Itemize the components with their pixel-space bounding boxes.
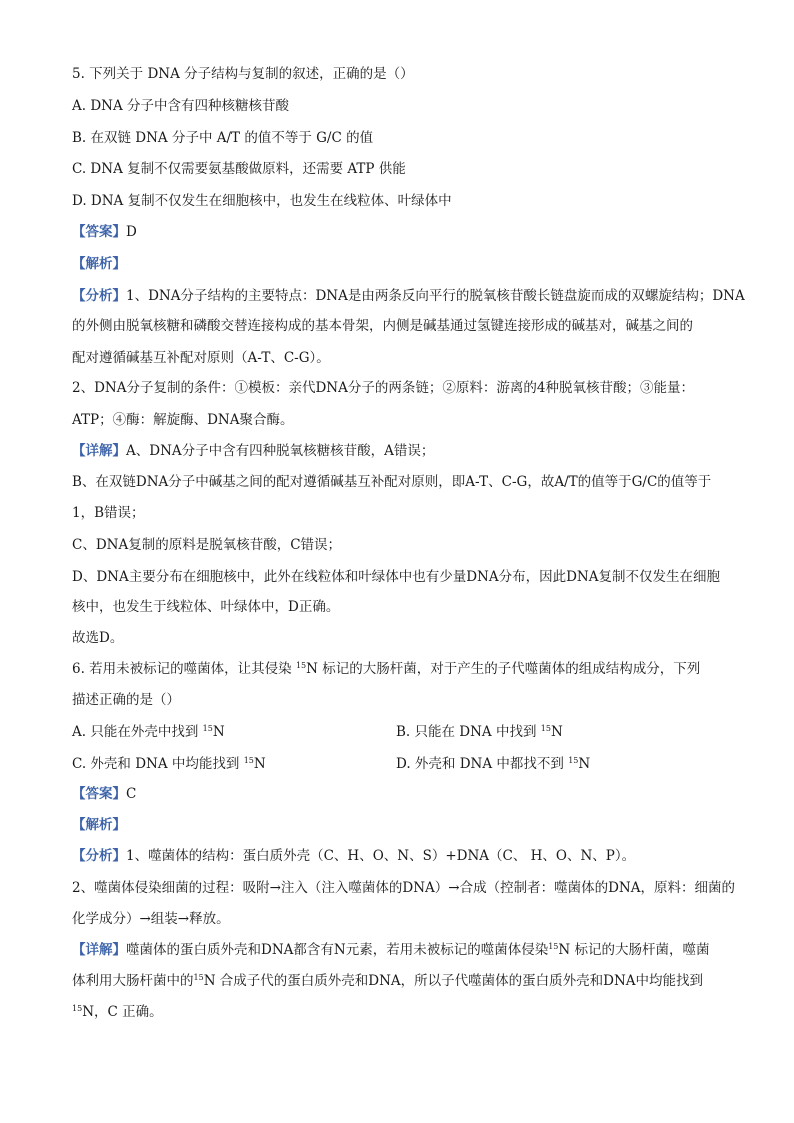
q6-answer	[72, 786, 136, 802]
nitrogen-symbol: N	[578, 756, 591, 772]
fenxi-text: 1、噬菌体的结构：蛋白质外壳（C、H、O、N、S）+DNA（C、 H、O、N、P）。	[126, 848, 636, 864]
fenxi-text: 1、DNA分子结构的主要特点：DNA是由两条反向平行的脱氧核苷酸长链盘旋而成的双螺旋结构；DNA	[126, 288, 745, 304]
xiangjie-text-c: 体利用大肠杆菌中的	[72, 973, 194, 989]
q5-xiangjie-line-7: 故选D。	[72, 630, 124, 646]
q5-fenxi-line-4: 2、DNA分子复制的条件：①模板：亲代DNA分子的两条链；②原料：游离的4种脱氧核苷酸；③能量：	[72, 380, 694, 396]
q5-xiangjie-line-5: D、DNA主要分布在细胞核中，此外在线粒体和叶绿体中也有少量DNA分布，因此DNA复制不仅发生在细胞	[72, 569, 720, 585]
q6-option-c-text: C. 外壳和 DNA 中均能找到	[72, 756, 244, 772]
q6-fenxi-line-1	[72, 848, 635, 864]
superscript-15: 15	[568, 756, 579, 765]
nitrogen-symbol: N	[550, 724, 563, 740]
q5-option-c: C. DNA 复制不仅需要氨基酸做原料，还需要 ATP 供能	[72, 161, 406, 177]
q5-fenxi-line-2: 的外侧由脱氧核糖和磷酸交替连接构成的基本骨架，内侧是碱基通过氢键连接形成的碱基对，碱基之间的	[72, 318, 693, 334]
q6-stem-text-b: N 标记的大肠杆菌，对于产生的子代噬菌体的组成结构成分，下列	[306, 661, 701, 677]
q5-analysis-heading	[72, 256, 126, 272]
q5-fenxi-line-1	[72, 288, 745, 304]
q5-xiangjie-line-2: B、在双链DNA分子中碱基之间的配对遵循碱基互补配对原则，即A-T、C-G，故A/T的值等于G/C的值等于	[72, 474, 712, 490]
xiangjie-text-d: N 合成子代的蛋白质外壳和DNA，所以子代噬菌体的蛋白质外壳和DNA中均能找到	[203, 973, 704, 989]
q5-xiangjie-line-4: C、DNA复制的原料是脱氧核苷酸，C错误；	[72, 537, 342, 553]
q6-stem-line-1	[72, 661, 700, 677]
q6-xiangjie-line-2	[72, 973, 703, 989]
q6-stem-text-a: 6. 若用未被标记的噬菌体，让其侵染	[72, 661, 296, 677]
xiangjie-tag: 【详解】	[72, 942, 126, 958]
q6-fenxi-line-3: 化学成分）→组装→释放。	[72, 911, 230, 927]
xiangjie-tag: 【详解】	[72, 443, 126, 459]
q6-xiangjie-line-1	[72, 942, 710, 958]
fenxi-tag: 【分析】	[72, 288, 126, 304]
q6-stem-line-2: 描述正确的是（）	[72, 692, 180, 708]
q6-option-d	[396, 756, 590, 772]
superscript-15: 15	[193, 973, 204, 982]
q5-stem: 5. 下列关于 DNA 分子结构与复制的叙述，正确的是（）	[72, 66, 414, 82]
nitrogen-symbol: N	[253, 756, 266, 772]
q6-option-b-text: B. 只能在 DNA 中找到	[396, 724, 541, 740]
q5-option-d: D. DNA 复制不仅发生在细胞核中，也发生在线粒体、叶绿体中	[72, 193, 452, 209]
q6-option-d-text: D. 外壳和 DNA 中都找不到	[396, 756, 569, 772]
xiangjie-text-e: N，C 正确。	[82, 1004, 163, 1020]
fenxi-tag: 【分析】	[72, 848, 126, 864]
analysis-tag: 【解析】	[72, 256, 126, 272]
xiangjie-text-b: N 标记的大肠杆菌，噬菌	[558, 942, 710, 958]
superscript-15: 15	[202, 724, 213, 733]
q6-fenxi-line-2: 2、噬菌体侵染细菌的过程：吸附→注入（注入噬菌体的DNA）→合成（控制者：噬菌体的DNA，原料：细菌的	[72, 880, 735, 896]
q6-option-a	[72, 724, 225, 740]
xiangjie-text: A、DNA分子中含有四种脱氧核糖核苷酸，A错误；	[126, 443, 435, 459]
q6-option-c	[72, 756, 266, 772]
q5-fenxi-line-3: 配对遵循碱基互补配对原则（A-T、C-G）。	[72, 350, 330, 366]
xiangjie-text-a: 噬菌体的蛋白质外壳和DNA都含有N元素，若用未被标记的噬菌体侵染	[126, 942, 549, 958]
superscript-15: 15	[548, 942, 559, 951]
q5-answer	[72, 224, 137, 240]
answer-tag: 【答案】	[72, 224, 126, 240]
superscript-15: 15	[295, 661, 307, 670]
q5-xiangjie-line-1	[72, 443, 434, 459]
superscript-15: 15	[540, 724, 551, 733]
nitrogen-symbol: N	[212, 724, 225, 740]
q6-option-b	[396, 724, 563, 740]
q6-option-a-text: A. 只能在外壳中找到	[72, 724, 203, 740]
q6-xiangjie-line-3	[72, 1004, 163, 1020]
q6-analysis-heading	[72, 817, 126, 833]
q5-fenxi-line-5: ATP；④酶：解旋酶、DNA聚合酶。	[72, 412, 294, 428]
answer-value: C	[126, 786, 137, 802]
answer-tag: 【答案】	[72, 786, 126, 802]
q5-option-a: A. DNA 分子中含有四种核糖核苷酸	[72, 98, 290, 114]
superscript-15: 15	[72, 1004, 83, 1013]
q5-xiangjie-line-3: 1，B错误；	[72, 505, 145, 521]
analysis-tag: 【解析】	[72, 817, 126, 833]
q5-option-b: B. 在双链 DNA 分子中 A/T 的值不等于 G/C 的值	[72, 130, 374, 146]
answer-value: D	[126, 224, 137, 240]
q5-xiangjie-line-6: 核中，也发生于线粒体、叶绿体中，D正确。	[72, 599, 340, 615]
superscript-15: 15	[243, 756, 254, 765]
